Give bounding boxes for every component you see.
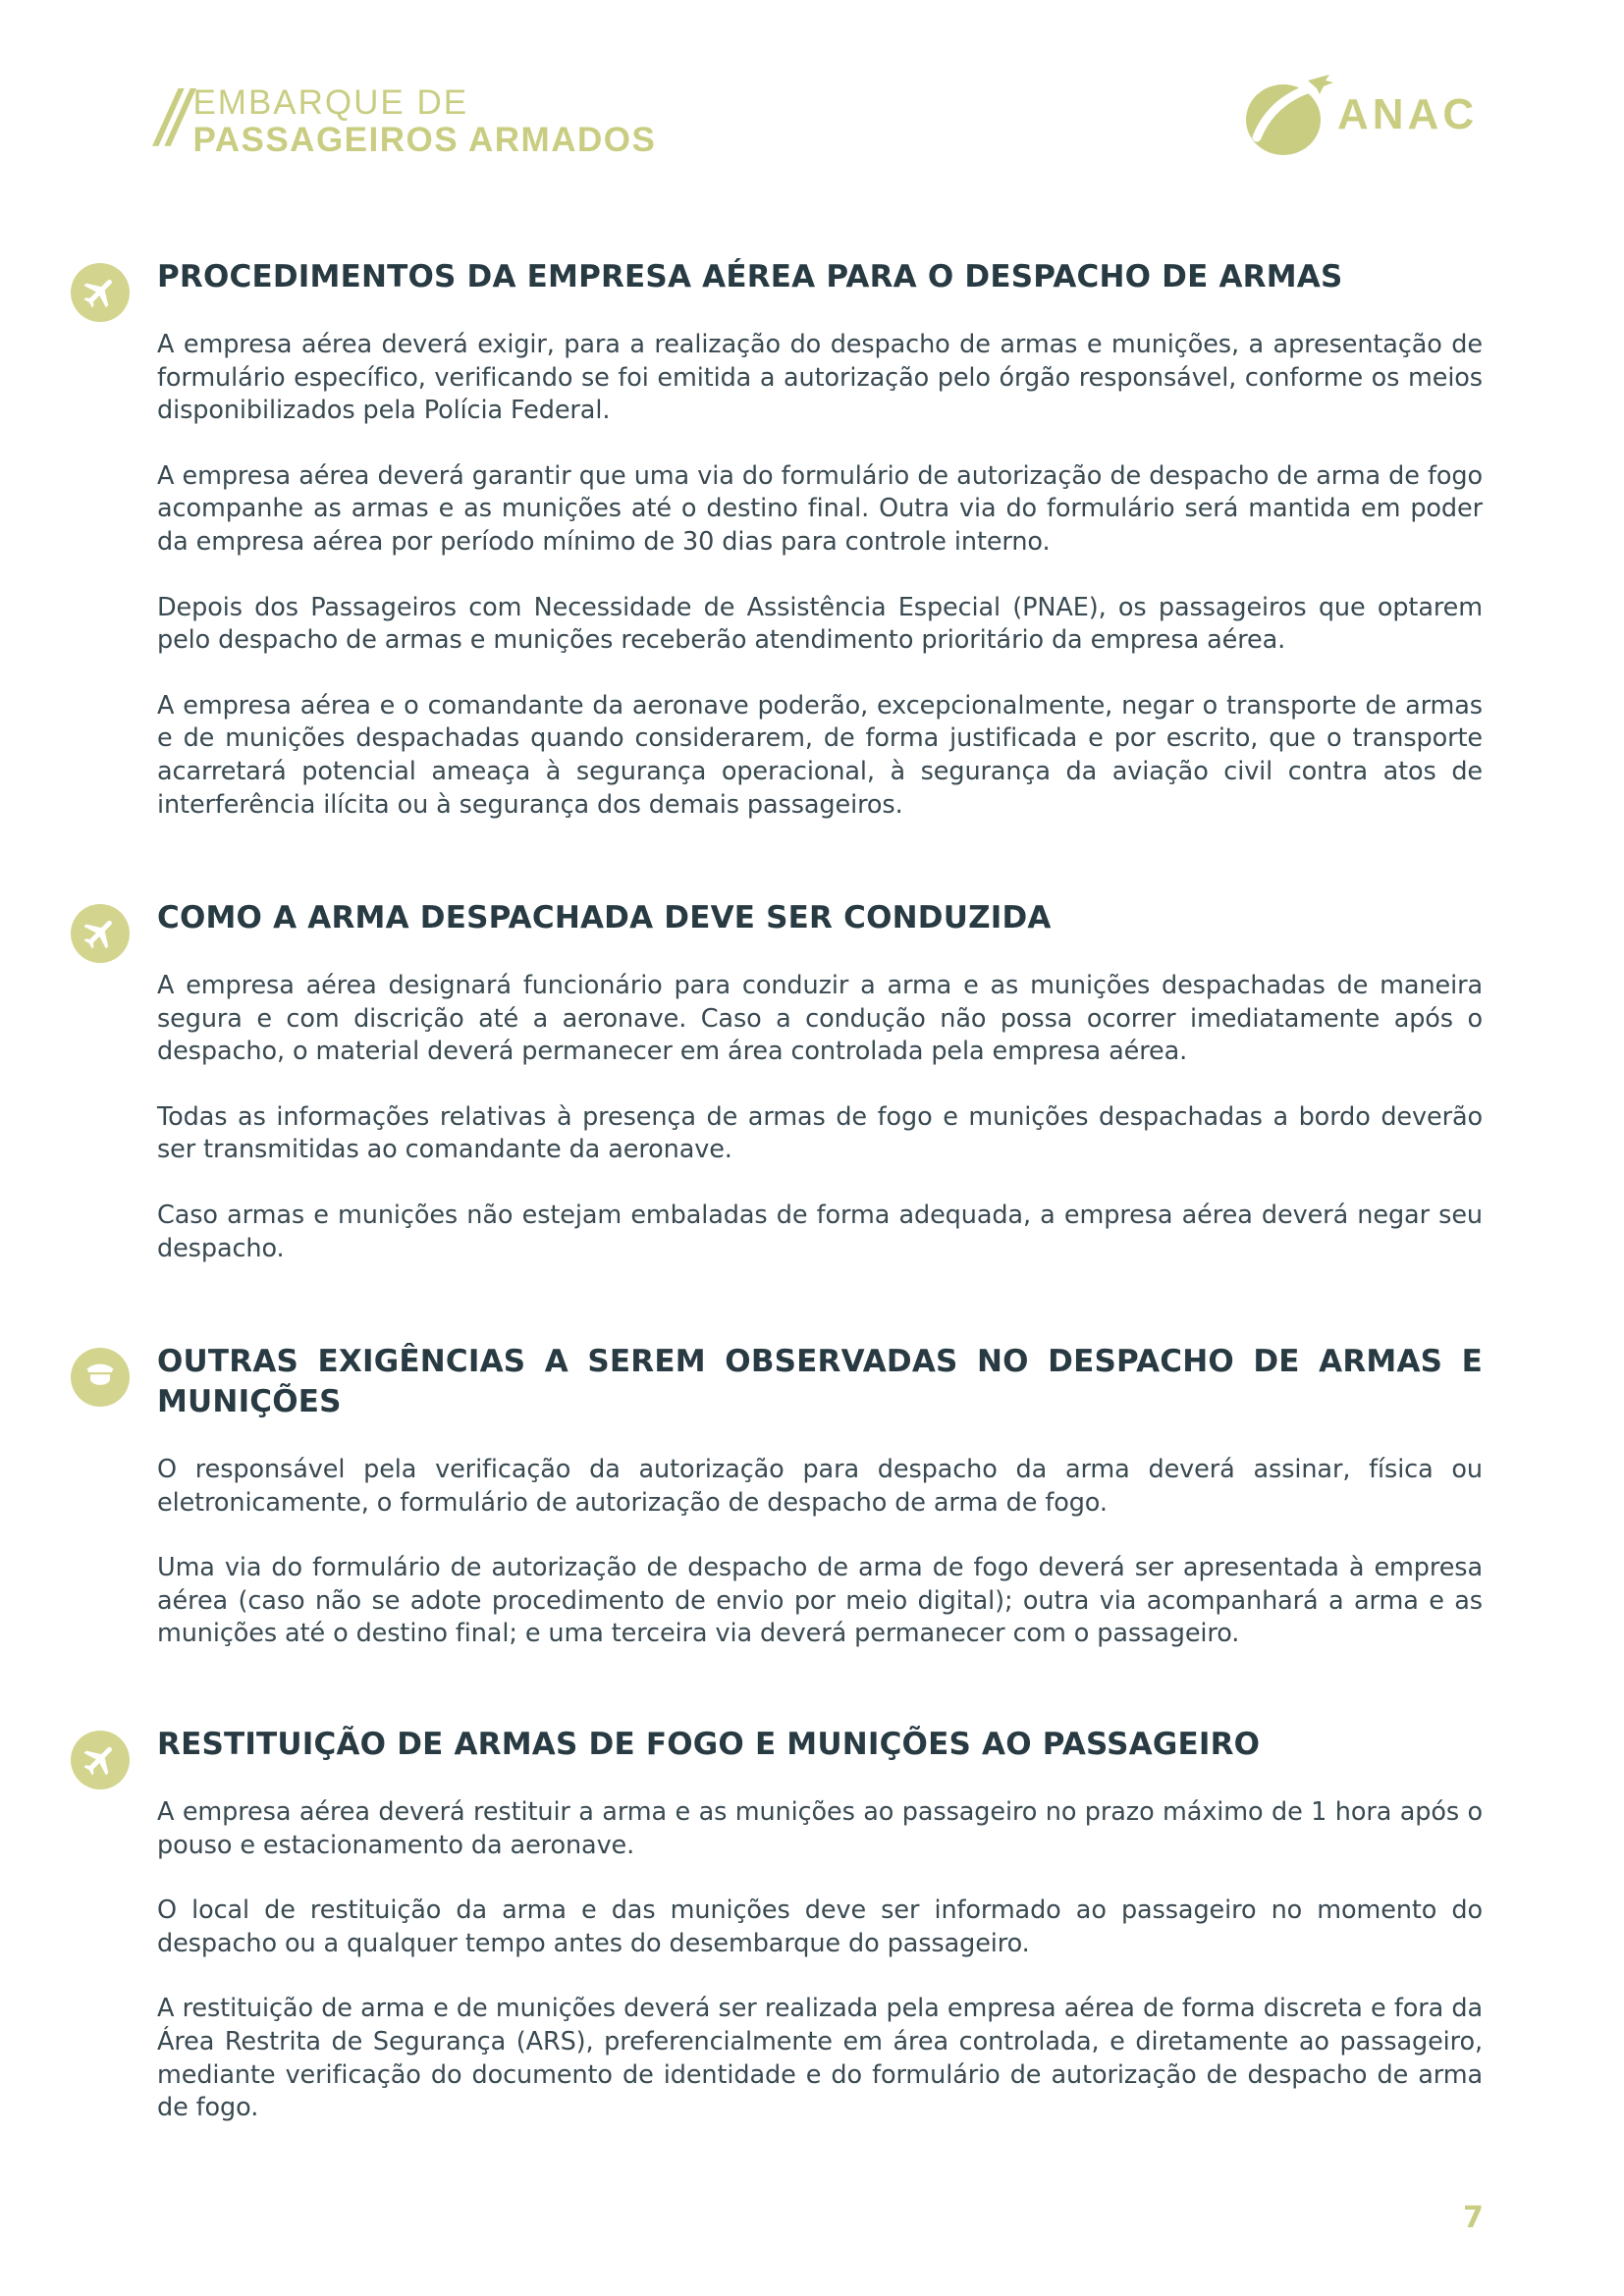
paragraph: O responsável pela verificação da autorização para despacho da arma deverá assinar, física ou eletronicamente, o formulário de autorização de despacho de arma de fogo.	[157, 1455, 1483, 1518]
logo-text: ANAC	[1337, 90, 1479, 138]
header-title-line1: EMBARQUE DE	[192, 83, 469, 122]
section-outras-exigencias	[157, 1342, 1483, 1651]
section-title: PROCEDIMENTOS DA EMPRESA AÉREA PARA O DESPACHO DE ARMAS	[157, 259, 1343, 294]
paragraph: A empresa aérea deverá exigir, para a realização do despacho de armas e munições, a apresentação de formulário específico, verificando se foi emitida a autorização pelo órgão responsável, conforme os meios disponibilizados pela Polícia Federal.	[157, 330, 1483, 426]
page-number: 7	[1463, 2201, 1484, 2235]
header-title	[192, 84, 656, 159]
header-slashes-decoration: //	[149, 75, 189, 162]
document-header	[149, 75, 657, 162]
section-restituicao	[157, 1725, 1483, 2125]
header-title-line2: PASSAGEIROS ARMADOS	[192, 121, 657, 159]
paragraph: O local de restituição da arma e das munições deve ser informado ao passageiro no momento do despacho ou a qualquer tempo antes do desembarque do passageiro.	[157, 1896, 1483, 1958]
paragraph: A empresa aérea e o comandante da aeronave poderão, excepcionalmente, negar o transporte de armas e de munições despachadas quando considerarem, de forma justificada e por escrito, que o transporte acarretará potencial ameaça à segurança operacional, à segurança da aviação civil contra atos de interferência ilícita ou à segurança dos demais passageiros.	[157, 690, 1483, 820]
section-conducao	[157, 898, 1483, 1265]
paragraph: A empresa aérea deverá garantir que uma via do formulário de autorização de despacho de arma de fogo acompanhe as armas e as munições até o destino final. Outra via do formulário será mantida em poder da empresa aérea por período mínimo de 30 dias para controle interno.	[157, 460, 1483, 557]
section-procedimentos	[157, 257, 1483, 822]
airplane-icon	[71, 263, 130, 322]
paragraph: A empresa aérea designará funcionário para conduzir a arma e as munições despachadas de maneira segura e com discrição até a aeronave. Caso a condução não possa ocorrer imediatamente após o despacho, o material deverá permanecer em área controlada pela empresa aérea.	[157, 971, 1483, 1067]
section-title: COMO A ARMA DESPACHADA DEVE SER CONDUZIDA	[157, 900, 1052, 935]
paragraph: Depois dos Passageiros com Necessidade de Assistência Especial (PNAE), os passageiros que optarem pelo despacho de armas e munições receberão atendimento prioritário da empresa aérea.	[157, 592, 1483, 656]
police-officer-icon	[71, 1348, 130, 1407]
paragraph: Caso armas e munições não estejam embaladas de forma adequada, a empresa aérea deverá negar seu despacho.	[157, 1200, 1483, 1263]
section-title: OUTRAS EXIGÊNCIAS A SEREM OBSERVADAS NO DESPACHO DE ARMAS E MUNIÇÕES	[157, 1344, 1483, 1419]
paragraph: A restituição de arma e de munições deverá ser realizada pela empresa aérea de forma discreta e fora da Área Restrita de Segurança (ARS), preferencialmente em área controlada, e diretamente ao passageiro, mediante verificação do documento de identidade e do formulário de autorização de despacho de arma de fogo.	[157, 1994, 1483, 2123]
paragraph: A empresa aérea deverá restituir a arma e as munições ao passageiro no prazo máximo de 1 hora após o pouso e estacionamento da aeronave.	[157, 1797, 1483, 1860]
airplane-icon	[71, 1731, 130, 1789]
paragraph: Uma via do formulário de autorização de despacho de arma de fogo deverá ser apresentada à empresa aérea (caso não se adote procedimento de envio por meio digital); outra via acompanhará a arma e as munições até o destino final; e uma terceira via deverá permanecer com o passageiro.	[157, 1553, 1483, 1649]
section-title: RESTITUIÇÃO DE ARMAS DE FOGO E MUNIÇÕES AO PASSAGEIRO	[157, 1727, 1261, 1762]
anac-logo-icon	[1239, 69, 1337, 167]
paragraph: Todas as informações relativas à presença de armas de fogo e munições despachadas a bordo deverão ser transmitidas ao comandante da aeronave.	[157, 1101, 1483, 1165]
airplane-icon	[71, 904, 130, 963]
anac-logo	[1239, 69, 1494, 167]
